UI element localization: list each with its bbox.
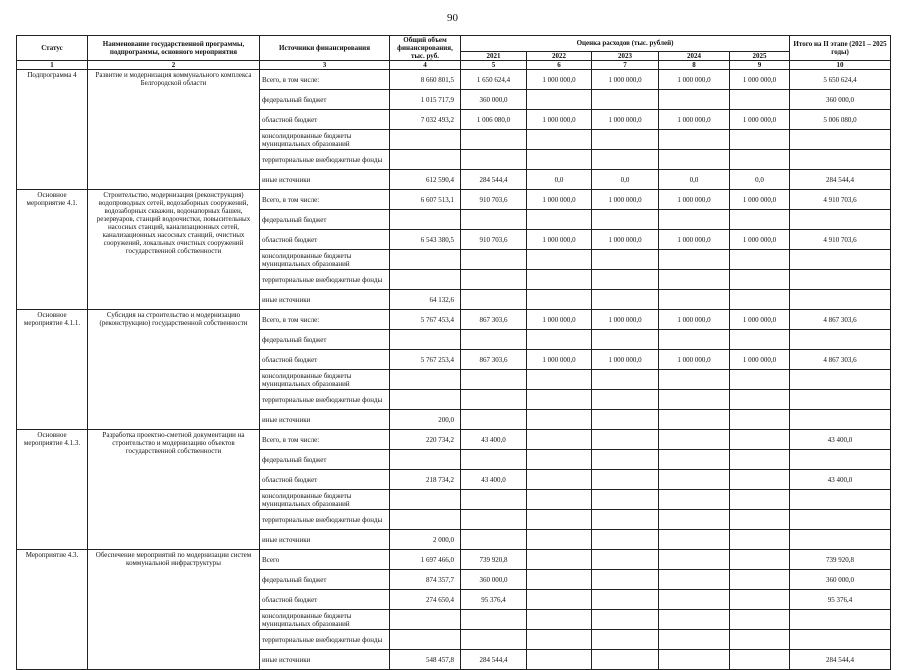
cell-2024: 1 000 000,0: [659, 310, 730, 330]
cell-2025: [730, 250, 790, 270]
column-number: 3: [260, 61, 390, 70]
cell-stage-total: 5 650 624,4: [790, 70, 891, 90]
cell-2024: [659, 130, 730, 150]
cell-total: [390, 450, 461, 470]
cell-total: 218 734,2: [390, 470, 461, 490]
cell-2022: 1 000 000,0: [527, 70, 592, 90]
cell-2025: 0,0: [730, 170, 790, 190]
cell-2021: 867 303,6: [461, 350, 527, 370]
cell-total: 6 607 513,1: [390, 190, 461, 210]
cell-2023: [592, 610, 659, 630]
cell-2022: [527, 410, 592, 430]
cell-2023: [592, 590, 659, 610]
cell-source: консолидированные бюджеты муниципальных образований: [260, 370, 390, 390]
cell-2022: [527, 390, 592, 410]
cell-source: федеральный бюджет: [260, 90, 390, 110]
cell-2022: [527, 250, 592, 270]
cell-total: [390, 490, 461, 510]
cell-source: областной бюджет: [260, 230, 390, 250]
cell-stage-total: [790, 510, 891, 530]
column-number: 7: [592, 61, 659, 70]
cell-2022: [527, 570, 592, 590]
header-year: 2021: [461, 51, 527, 60]
cell-2023: [592, 430, 659, 450]
cell-2024: [659, 90, 730, 110]
cell-stage-total: 284 544,4: [790, 170, 891, 190]
cell-stage-total: [790, 530, 891, 550]
cell-source: территориальные внебюджетные фонды: [260, 510, 390, 530]
cell-2022: [527, 610, 592, 630]
cell-total: 5 767 453,4: [390, 310, 461, 330]
cell-total: 220 734,2: [390, 430, 461, 450]
cell-total: 8 660 801,5: [390, 70, 461, 90]
cell-2024: 1 000 000,0: [659, 70, 730, 90]
cell-stage-total: [790, 210, 891, 230]
header-year: 2023: [592, 51, 659, 60]
cell-source: иные источники: [260, 290, 390, 310]
header-sources: Источники финансирования: [260, 36, 390, 61]
cell-total: [390, 330, 461, 350]
cell-2021: 1 650 624,4: [461, 70, 527, 90]
cell-2021: 910 703,6: [461, 190, 527, 210]
cell-2022: 1 000 000,0: [527, 110, 592, 130]
cell-2024: [659, 330, 730, 350]
cell-source: Всего, в том числе:: [260, 430, 390, 450]
cell-2025: [730, 90, 790, 110]
cell-source: территориальные внебюджетные фонды: [260, 630, 390, 650]
cell-total: [390, 150, 461, 170]
cell-2022: [527, 130, 592, 150]
cell-stage-total: 4 910 703,6: [790, 190, 891, 210]
column-number-row: [17, 61, 891, 70]
cell-2022: [527, 330, 592, 350]
cell-2022: 1 000 000,0: [527, 190, 592, 210]
cell-2024: [659, 570, 730, 590]
cell-2021: 360 000,0: [461, 90, 527, 110]
row-program-name: Субсидия на строительство и модернизацию (реконструкцию) государственной собственности: [88, 310, 260, 430]
cell-total: [390, 510, 461, 530]
cell-source: федеральный бюджет: [260, 450, 390, 470]
cell-source: федеральный бюджет: [260, 570, 390, 590]
cell-2022: [527, 590, 592, 610]
cell-total: 1 015 717,9: [390, 90, 461, 110]
cell-2023: [592, 450, 659, 470]
cell-total: [390, 390, 461, 410]
cell-2023: [592, 470, 659, 490]
column-number: 9: [730, 61, 790, 70]
table-body: [17, 70, 891, 670]
cell-2023: [592, 550, 659, 570]
cell-2021: [461, 150, 527, 170]
cell-2022: [527, 290, 592, 310]
cell-2025: 1 000 000,0: [730, 110, 790, 130]
cell-2022: [527, 270, 592, 290]
cell-2023: 1 000 000,0: [592, 190, 659, 210]
cell-stage-total: 95 376,4: [790, 590, 891, 610]
cell-2025: [730, 430, 790, 450]
cell-2022: 1 000 000,0: [527, 230, 592, 250]
cell-2024: [659, 550, 730, 570]
cell-stage-total: [790, 390, 891, 410]
row-program-name: Разработка проектно-сметной документации на строительство и модернизацию объектов государственной собственности: [88, 430, 260, 550]
cell-2025: [730, 550, 790, 570]
cell-2024: 1 000 000,0: [659, 350, 730, 370]
cell-2023: [592, 370, 659, 390]
column-number: 6: [527, 61, 592, 70]
cell-2022: [527, 510, 592, 530]
cell-stage-total: [790, 270, 891, 290]
cell-2021: 867 303,6: [461, 310, 527, 330]
cell-source: территориальные внебюджетные фонды: [260, 150, 390, 170]
column-number: 4: [390, 61, 461, 70]
cell-total: 2 000,0: [390, 530, 461, 550]
cell-2025: [730, 410, 790, 430]
cell-total: [390, 610, 461, 630]
cell-2024: [659, 650, 730, 670]
cell-2025: 1 000 000,0: [730, 310, 790, 330]
cell-source: федеральный бюджет: [260, 210, 390, 230]
cell-2022: [527, 210, 592, 230]
cell-2023: [592, 390, 659, 410]
cell-2024: [659, 530, 730, 550]
cell-stage-total: [790, 290, 891, 310]
cell-stage-total: 5 006 080,0: [790, 110, 891, 130]
cell-source: территориальные внебюджетные фонды: [260, 270, 390, 290]
cell-total: 64 132,6: [390, 290, 461, 310]
cell-2022: [527, 650, 592, 670]
cell-2021: 910 703,6: [461, 230, 527, 250]
cell-stage-total: [790, 410, 891, 430]
table-row: [17, 190, 891, 210]
cell-2025: [730, 270, 790, 290]
cell-2024: [659, 610, 730, 630]
cell-2023: [592, 130, 659, 150]
cell-2023: 1 000 000,0: [592, 230, 659, 250]
cell-source: федеральный бюджет: [260, 330, 390, 350]
cell-2022: 0,0: [527, 170, 592, 190]
cell-total: [390, 270, 461, 290]
cell-stage-total: [790, 330, 891, 350]
cell-stage-total: 43 400,0: [790, 470, 891, 490]
header-year: 2022: [527, 51, 592, 60]
column-number: 8: [659, 61, 730, 70]
cell-2022: [527, 530, 592, 550]
header-name: Наименование государственной программы, подпрограммы, основного мероприятия: [88, 36, 260, 61]
cell-2022: [527, 470, 592, 490]
cell-2023: [592, 490, 659, 510]
cell-2025: [730, 210, 790, 230]
cell-total: [390, 210, 461, 230]
row-program-name: Обеспечение мероприятий по модернизации систем коммунальной инфраструктуры: [88, 550, 260, 670]
cell-source: иные источники: [260, 530, 390, 550]
cell-total: [390, 130, 461, 150]
cell-stage-total: [790, 490, 891, 510]
cell-2022: 1 000 000,0: [527, 350, 592, 370]
cell-2024: [659, 210, 730, 230]
cell-2021: [461, 390, 527, 410]
cell-2021: [461, 450, 527, 470]
column-number: 10: [790, 61, 891, 70]
cell-stage-total: 43 400,0: [790, 430, 891, 450]
cell-2025: [730, 650, 790, 670]
cell-2021: [461, 510, 527, 530]
cell-2021: [461, 610, 527, 630]
cell-2023: [592, 510, 659, 530]
row-status: Основное мероприятие 4.1.: [17, 190, 88, 310]
cell-stage-total: [790, 610, 891, 630]
cell-2023: [592, 250, 659, 270]
cell-source: областной бюджет: [260, 350, 390, 370]
cell-2021: 739 920,8: [461, 550, 527, 570]
cell-stage-total: 4 910 703,6: [790, 230, 891, 250]
cell-2023: [592, 410, 659, 430]
table-row: [17, 550, 891, 570]
header-year: 2025: [730, 51, 790, 60]
cell-2021: [461, 290, 527, 310]
cell-2024: 1 000 000,0: [659, 230, 730, 250]
cell-total: 274 650,4: [390, 590, 461, 610]
cell-2025: [730, 490, 790, 510]
cell-source: Всего: [260, 550, 390, 570]
cell-source: областной бюджет: [260, 470, 390, 490]
cell-2021: 284 544,4: [461, 650, 527, 670]
header-stage-total: Итого на II этапе (2021 – 2025 годы): [790, 36, 891, 61]
cell-2023: [592, 210, 659, 230]
table-header: [17, 36, 891, 70]
cell-2025: [730, 370, 790, 390]
cell-total: [390, 370, 461, 390]
cell-2022: [527, 430, 592, 450]
cell-total: 548 457,8: [390, 650, 461, 670]
column-number: 2: [88, 61, 260, 70]
row-program-name: Развитие и модернизация коммунального комплекса Белгородской области: [88, 70, 260, 190]
row-status: Подпрограмма 4: [17, 70, 88, 190]
cell-2023: 1 000 000,0: [592, 70, 659, 90]
cell-2024: [659, 450, 730, 470]
cell-total: 612 590,4: [390, 170, 461, 190]
cell-total: [390, 250, 461, 270]
cell-2024: [659, 150, 730, 170]
cell-stage-total: [790, 150, 891, 170]
cell-2025: [730, 590, 790, 610]
cell-2022: [527, 550, 592, 570]
cell-stage-total: [790, 450, 891, 470]
cell-2021: 43 400,0: [461, 470, 527, 490]
cell-2021: [461, 130, 527, 150]
table-row: [17, 70, 891, 90]
cell-2024: [659, 590, 730, 610]
cell-2025: [730, 510, 790, 530]
cell-total: 874 357,7: [390, 570, 461, 590]
cell-total: 1 697 466,0: [390, 550, 461, 570]
cell-2021: 1 006 080,0: [461, 110, 527, 130]
cell-2025: 1 000 000,0: [730, 190, 790, 210]
cell-stage-total: [790, 370, 891, 390]
cell-2021: [461, 370, 527, 390]
cell-2024: [659, 370, 730, 390]
cell-2022: [527, 370, 592, 390]
cell-source: Всего, в том числе:: [260, 190, 390, 210]
cell-2021: [461, 410, 527, 430]
cell-stage-total: 360 000,0: [790, 570, 891, 590]
cell-2024: [659, 510, 730, 530]
header-estimate: Оценка расходов (тыс. рублей): [461, 36, 790, 52]
cell-2023: [592, 570, 659, 590]
cell-2021: [461, 270, 527, 290]
cell-total: 6 543 380,5: [390, 230, 461, 250]
cell-2025: [730, 290, 790, 310]
cell-2021: [461, 530, 527, 550]
cell-source: иные источники: [260, 650, 390, 670]
cell-2024: [659, 430, 730, 450]
cell-2025: [730, 150, 790, 170]
cell-2024: [659, 490, 730, 510]
cell-2024: 0,0: [659, 170, 730, 190]
cell-source: консолидированные бюджеты муниципальных образований: [260, 130, 390, 150]
cell-stage-total: 739 920,8: [790, 550, 891, 570]
column-number: 1: [17, 61, 88, 70]
cell-2022: [527, 90, 592, 110]
cell-2025: [730, 330, 790, 350]
cell-2023: [592, 290, 659, 310]
cell-2025: [730, 570, 790, 590]
cell-2023: [592, 650, 659, 670]
cell-2021: 95 376,4: [461, 590, 527, 610]
cell-source: Всего, в том числе:: [260, 70, 390, 90]
cell-2023: [592, 530, 659, 550]
cell-2025: 1 000 000,0: [730, 230, 790, 250]
cell-source: консолидированные бюджеты муниципальных образований: [260, 610, 390, 630]
column-number: 5: [461, 61, 527, 70]
cell-2025: 1 000 000,0: [730, 350, 790, 370]
cell-2021: [461, 250, 527, 270]
cell-2025: [730, 610, 790, 630]
cell-total: 200,0: [390, 410, 461, 430]
cell-2023: [592, 150, 659, 170]
cell-2025: [730, 390, 790, 410]
budget-table: [16, 35, 891, 670]
cell-2024: [659, 270, 730, 290]
cell-2023: [592, 330, 659, 350]
header-status: Статус: [17, 36, 88, 61]
page-number: 90: [447, 12, 458, 24]
cell-2022: [527, 490, 592, 510]
cell-2022: [527, 450, 592, 470]
cell-2023: 1 000 000,0: [592, 110, 659, 130]
cell-2024: [659, 410, 730, 430]
cell-total: 5 767 253,4: [390, 350, 461, 370]
cell-2025: [730, 470, 790, 490]
cell-2021: [461, 330, 527, 350]
cell-stage-total: 4 867 303,6: [790, 310, 891, 330]
cell-2024: 1 000 000,0: [659, 110, 730, 130]
cell-2022: [527, 150, 592, 170]
cell-stage-total: [790, 130, 891, 150]
table-row: [17, 310, 891, 330]
row-program-name: Строительство, модернизация (реконструкция) водопроводных сетей, водозаборных сооружений, водозаборных скважин, водонапорных башен, резервуаров, станций водоочистки, повысительных насосных станций, канализационных сетей, канализационных насосных станций, очистных сооружений, локальных очистных сооружений государственной собственности: [88, 190, 260, 310]
cell-2023: 0,0: [592, 170, 659, 190]
cell-2024: [659, 390, 730, 410]
cell-2021: 284 544,4: [461, 170, 527, 190]
header-year: 2024: [659, 51, 730, 60]
cell-stage-total: 360 000,0: [790, 90, 891, 110]
cell-2023: [592, 90, 659, 110]
cell-2024: [659, 250, 730, 270]
cell-2023: [592, 270, 659, 290]
cell-source: иные источники: [260, 410, 390, 430]
cell-2025: [730, 530, 790, 550]
cell-source: консолидированные бюджеты муниципальных образований: [260, 250, 390, 270]
cell-2025: [730, 450, 790, 470]
cell-2021: [461, 490, 527, 510]
cell-2021: 43 400,0: [461, 430, 527, 450]
cell-2024: 1 000 000,0: [659, 190, 730, 210]
cell-stage-total: [790, 250, 891, 270]
cell-stage-total: 4 867 303,6: [790, 350, 891, 370]
cell-total: 7 032 493,2: [390, 110, 461, 130]
cell-source: Всего, в том числе:: [260, 310, 390, 330]
cell-stage-total: 284 544,4: [790, 650, 891, 670]
row-status: Мероприятие 4.3.: [17, 550, 88, 670]
cell-source: консолидированные бюджеты муниципальных образований: [260, 490, 390, 510]
cell-2024: [659, 470, 730, 490]
cell-source: территориальные внебюджетные фонды: [260, 390, 390, 410]
cell-2025: 1 000 000,0: [730, 70, 790, 90]
row-status: Основное мероприятие 4.1.3.: [17, 430, 88, 550]
cell-2023: 1 000 000,0: [592, 350, 659, 370]
cell-2024: [659, 290, 730, 310]
cell-2021: [461, 210, 527, 230]
cell-2022: 1 000 000,0: [527, 310, 592, 330]
header-total: Общий объем финансирования, тыс. руб.: [390, 36, 461, 61]
table-row: [17, 430, 891, 450]
cell-2021: 360 000,0: [461, 570, 527, 590]
cell-source: областной бюджет: [260, 110, 390, 130]
cell-source: областной бюджет: [260, 590, 390, 610]
cell-source: иные источники: [260, 170, 390, 190]
cell-2023: 1 000 000,0: [592, 310, 659, 330]
row-status: Основное мероприятие 4.1.1.: [17, 310, 88, 430]
cell-2025: [730, 130, 790, 150]
